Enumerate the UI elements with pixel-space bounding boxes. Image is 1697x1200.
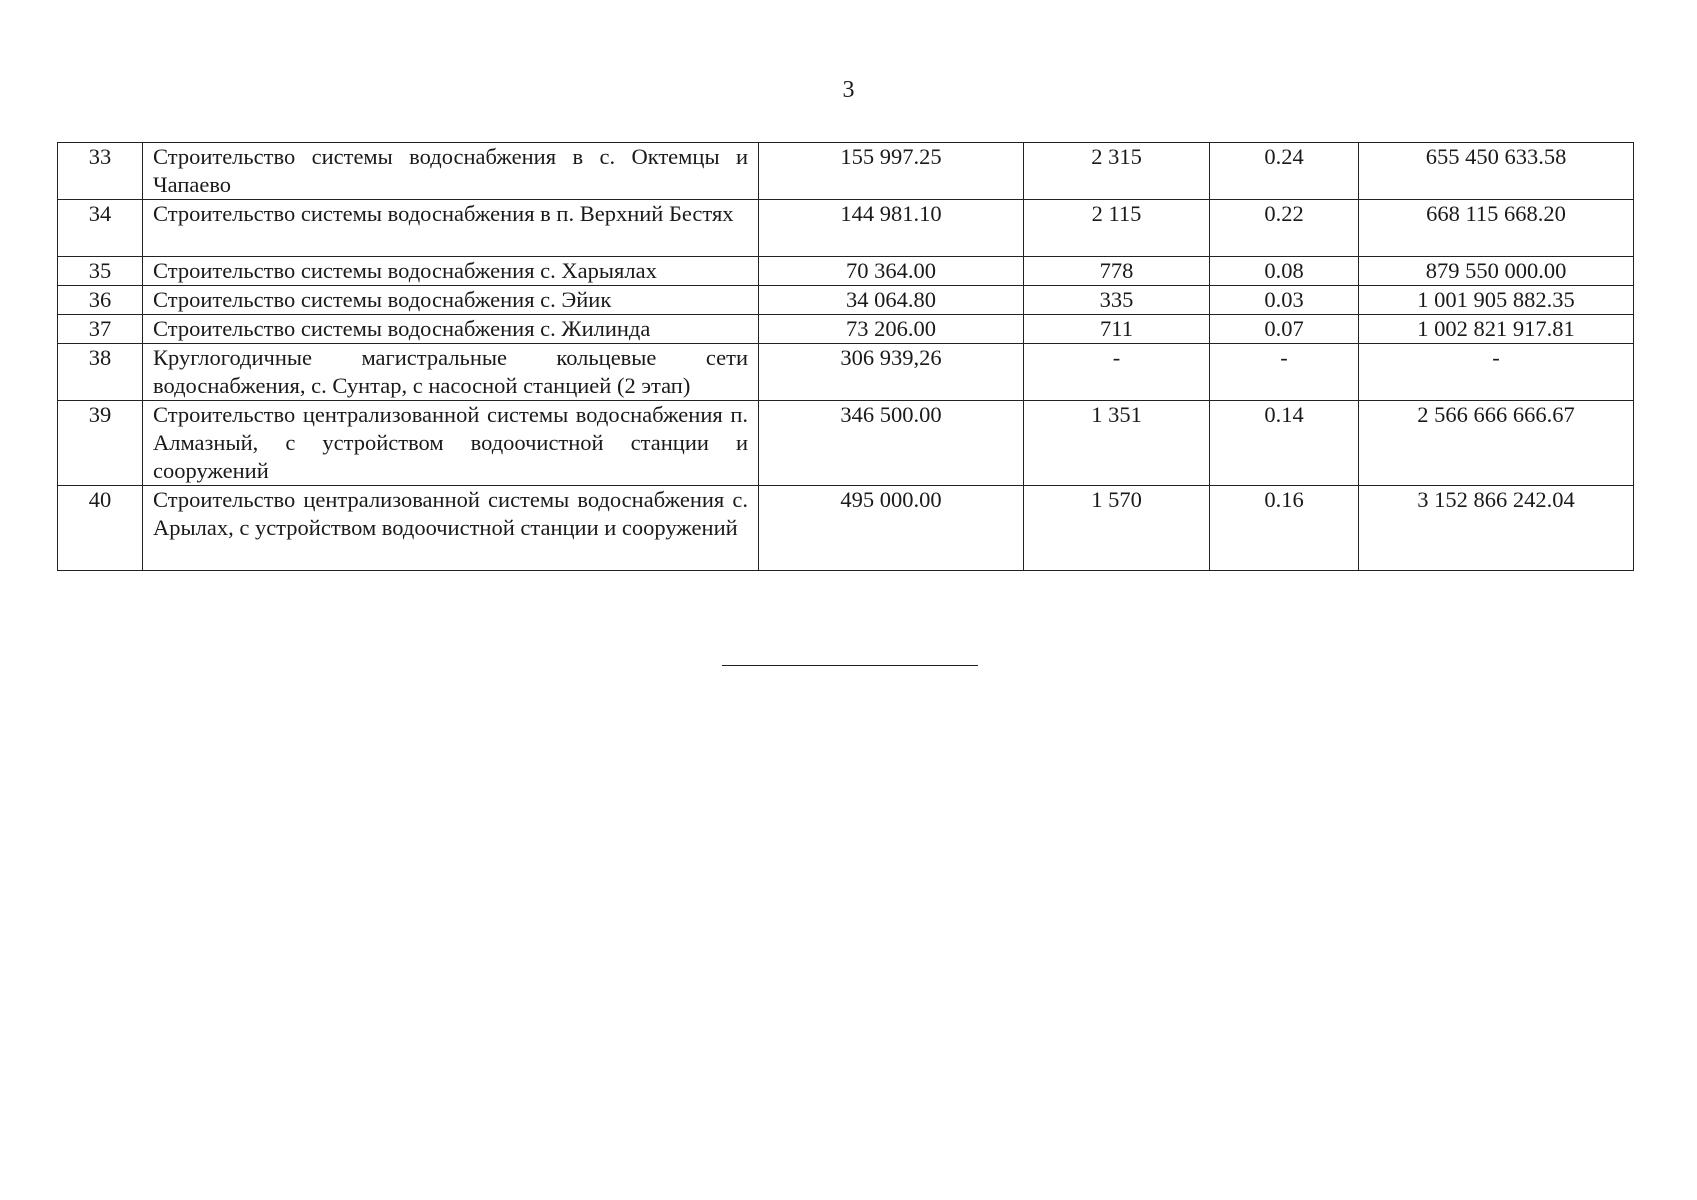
row-number: 37 [58,315,143,344]
col5-value: 0.14 [1210,401,1359,486]
col6-value: 2 566 666 666.67 [1359,401,1634,486]
row-number: 34 [58,200,143,257]
col4-value: 2 315 [1024,143,1210,200]
col6-value: 1 002 821 917.81 [1359,315,1634,344]
project-cost: 144 981.10 [759,200,1024,257]
project-cost: 495 000.00 [759,486,1024,571]
table-row [58,486,1634,571]
table-row [58,315,1634,344]
col4-value: 1 570 [1024,486,1210,571]
table-row [58,200,1634,257]
col4-value: 2 115 [1024,200,1210,257]
project-cost: 306 939,26 [759,344,1024,401]
col5-value: 0.03 [1210,286,1359,315]
col6-value: 3 152 866 242.04 [1359,486,1634,571]
col5-value: - [1210,344,1359,401]
col5-value: 0.08 [1210,257,1359,286]
row-number: 40 [58,486,143,571]
project-cost: 346 500.00 [759,401,1024,486]
col6-value: 655 450 633.58 [1359,143,1634,200]
col5-value: 0.07 [1210,315,1359,344]
col5-value: 0.22 [1210,200,1359,257]
col6-value: 1 001 905 882.35 [1359,286,1634,315]
table-row [58,143,1634,200]
page-number: 3 [842,77,855,103]
col6-value: - [1359,344,1634,401]
col4-value: 335 [1024,286,1210,315]
table-row [58,401,1634,486]
project-cost: 155 997.25 [759,143,1024,200]
col5-value: 0.24 [1210,143,1359,200]
project-name: Строительство системы водоснабжения с. Харыялах [143,257,759,286]
row-number: 35 [58,257,143,286]
row-number: 39 [58,401,143,486]
table-row [58,286,1634,315]
row-number: 33 [58,143,143,200]
row-number: 36 [58,286,143,315]
project-name: Строительство системы водоснабжения в п. Верхний Бестях [143,200,759,257]
col4-value: 711 [1024,315,1210,344]
row-number: 38 [58,344,143,401]
project-cost: 73 206.00 [759,315,1024,344]
end-of-document-rule [722,665,978,666]
col6-value: 879 550 000.00 [1359,257,1634,286]
table-row [58,344,1634,401]
project-name: Круглогодичные магистральные кольцевые сети водоснабжения, с. Сунтар, с насосной станцией (2 этап) [143,344,759,401]
col6-value: 668 115 668.20 [1359,200,1634,257]
water-supply-projects-table [57,142,1634,571]
project-cost: 34 064.80 [759,286,1024,315]
project-name: Строительство централизованной системы водоснабжения с. Арылах, с устройством водоочистной станции и сооружений [143,486,759,571]
project-name: Строительство централизованной системы водоснабжения п. Алмазный, с устройством водоочистной станции и сооружений [143,401,759,486]
table-row [58,257,1634,286]
project-name: Строительство системы водоснабжения с. Жилинда [143,315,759,344]
col5-value: 0.16 [1210,486,1359,571]
col4-value: 778 [1024,257,1210,286]
col4-value: 1 351 [1024,401,1210,486]
project-cost: 70 364.00 [759,257,1024,286]
project-name: Строительство системы водоснабжения с. Эйик [143,286,759,315]
project-name: Строительство системы водоснабжения в с. Октемцы и Чапаево [143,143,759,200]
col4-value: - [1024,344,1210,401]
